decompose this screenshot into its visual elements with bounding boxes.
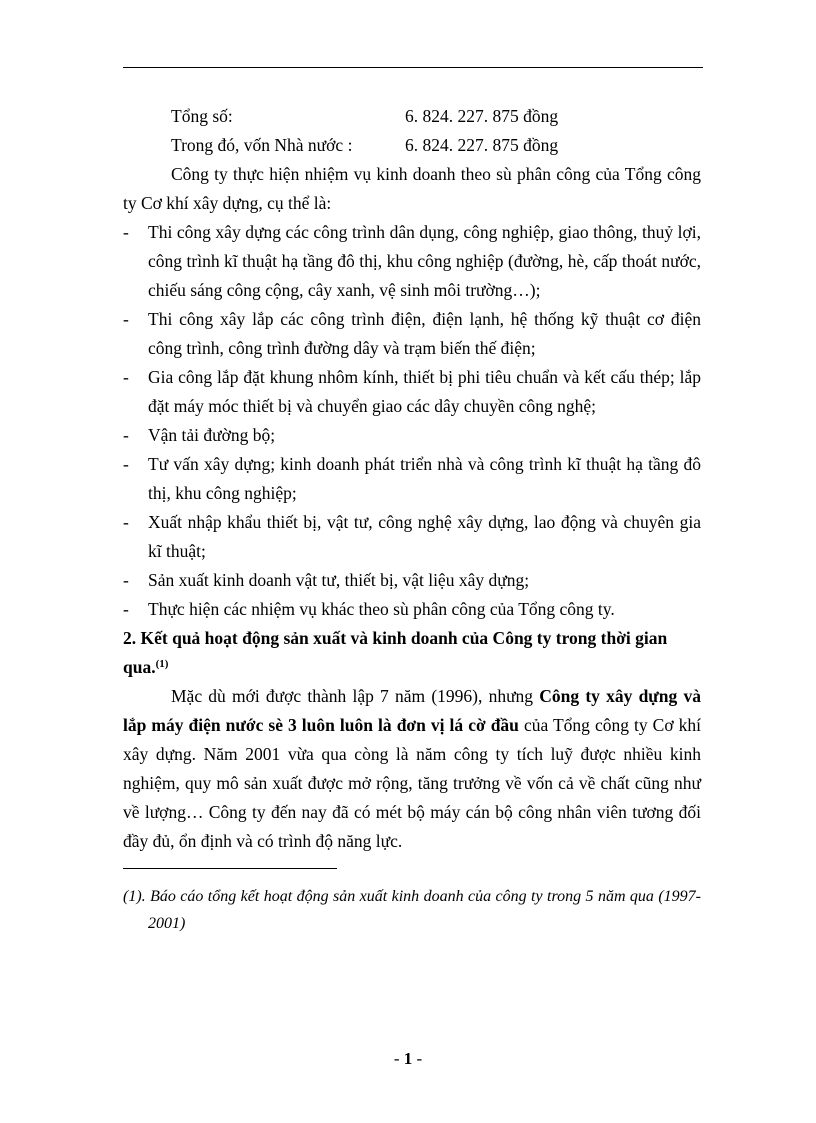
list-item (123, 305, 701, 363)
results-company-highlight: Công ty xây dựng và lắp máy điện nước sè 3 luôn luôn là đơn vị lá cờ đầu (123, 686, 701, 735)
section-heading-text: 2. Kết quả hoạt động sản xuất và kinh doanh của Công ty trong thời gian qua. (123, 628, 668, 677)
list-marker: - (123, 309, 129, 329)
list-item (123, 595, 701, 624)
capital-total-label: Tổng số: (171, 106, 233, 126)
capital-state-label: Trong đó, vốn Nhà nước : (171, 135, 353, 155)
results-text-end: của Tổng công ty Cơ khí xây dựng. Năm 2001 vừa qua còng là năm công ty tích luỹ được nhiều kinh nghiệm, quy mô sản xuất được mở rộng, tăng trưởng về vốn cả về chất cũng như về lượng… Công ty đến nay đã có mét bộ máy cán bộ công nhân viên tương đối đầy đủ, ổn định và có trình độ năng lực. (123, 715, 702, 851)
list-marker: - (123, 599, 129, 619)
list-marker: - (123, 454, 129, 474)
main-content (123, 102, 701, 856)
capital-state-row (123, 131, 701, 160)
list-item-text: Tư vấn xây dựng; kinh doanh phát triển nhà và công trình kĩ thuật hạ tầng đô thị, khu công nghiệp; (148, 454, 701, 503)
list-item (123, 566, 701, 595)
page-number-value: 1 (403, 1049, 413, 1068)
list-marker: - (123, 367, 129, 387)
page-number-prefix: - (393, 1049, 404, 1068)
list-item-text: Thực hiện các nhiệm vụ khác theo sù phân công của Tổng công ty. (148, 599, 615, 619)
footnote (123, 883, 701, 937)
list-marker: - (123, 222, 129, 242)
list-item (123, 450, 701, 508)
list-item (123, 218, 701, 305)
list-item-text: Thi công xây lắp các công trình điện, điện lạnh, hệ thống kỹ thuật cơ điện công trình, công trình đường dây và trạm biến thế điện; (148, 309, 701, 358)
list-item-text: Xuất nhập khẩu thiết bị, vật tư, công nghệ xây dựng, lao động và chuyên gia kĩ thuật; (148, 512, 701, 561)
intro-paragraph: Công ty thực hiện nhiệm vụ kinh doanh theo sù phân công của Tổng công ty Cơ khí xây dựng, cụ thể là: (123, 164, 701, 213)
capital-state-value: 6. 824. 227. 875 đồng (405, 135, 559, 155)
results-paragraph (123, 682, 701, 856)
list-item-text: Vận tải đường bộ; (148, 425, 276, 445)
list-item-text: Gia công lắp đặt khung nhôm kính, thiết bị phi tiêu chuẩn và kết cấu thép; lắp đặt máy móc thiết bị và chuyển giao các dây chuyền công nghệ; (148, 367, 701, 416)
page-number (0, 1049, 816, 1069)
footnote-reference[interactable]: (1) (155, 658, 169, 670)
capital-total-value: 6. 824. 227. 875 đồng (405, 106, 559, 126)
list-item-text: Thi công xây dựng các công trình dân dụng, công nghiệp, giao thông, thuỷ lợi, công trình kĩ thuật hạ tầng đô thị, khu công nghiệp (đường, hè, cấp thoát nước, chiếu sáng công cộng, cây xanh, vệ sinh môi trường…); (148, 222, 701, 300)
task-list (123, 218, 701, 624)
results-text-start: Mặc dù mới được thành lập 7 năm (1996), nhưng (171, 686, 540, 706)
list-item (123, 421, 701, 450)
capital-total-row (123, 102, 701, 131)
footnote-separator (123, 868, 337, 869)
list-item-text: Sản xuất kinh doanh vật tư, thiết bị, vật liệu xây dựng; (148, 570, 530, 590)
list-item (123, 508, 701, 566)
list-marker: - (123, 570, 129, 590)
list-marker: - (123, 512, 129, 532)
header-rule (123, 67, 703, 68)
list-item (123, 363, 701, 421)
footnote-text: (1). Báo cáo tổng kết hoạt động sản xuất kinh doanh của công ty trong 5 năm qua (1997-2001) (123, 888, 701, 932)
section-heading (123, 624, 701, 682)
page-number-suffix: - (412, 1049, 423, 1068)
list-marker: - (123, 425, 129, 445)
